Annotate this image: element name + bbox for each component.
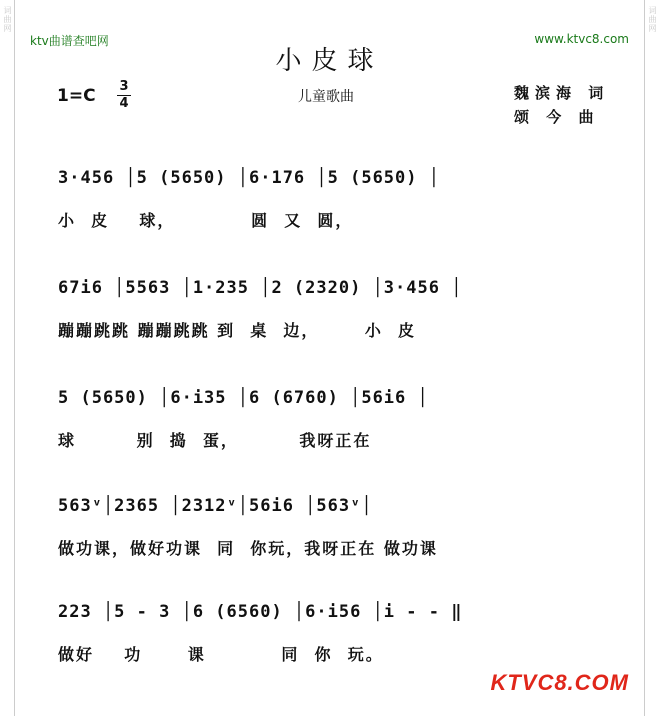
score-line-1 bbox=[58, 150, 629, 260]
song-genre: 儿童歌曲 bbox=[298, 89, 354, 105]
watermark-text: 词曲网 bbox=[3, 6, 12, 33]
time-bottom: 4 bbox=[119, 96, 129, 111]
lyrics-row: 做好 功 课 同 你 玩。 bbox=[58, 645, 384, 664]
lyrics-row: 做功课，做好功课 同 你玩，我呀正在 做功课 bbox=[58, 539, 438, 558]
site-logo: KTVC8.COM bbox=[490, 670, 629, 695]
lyrics-row: 球 别 捣 蛋， 我呀正在 bbox=[58, 431, 372, 450]
notation-row: 67i6 │5563 │1·235 │2 (2320) │3·456 │ bbox=[58, 278, 463, 298]
lyricist-credit: 魏滨海 词 bbox=[514, 84, 610, 102]
composer-credit: 颂 今 曲 bbox=[514, 108, 600, 126]
site-name: ktv曲谱查吧网 bbox=[30, 34, 109, 48]
score-line-2 bbox=[58, 260, 629, 370]
watermark-text: 词曲网 bbox=[648, 6, 657, 33]
site-url: www.ktvc8.com bbox=[534, 32, 629, 46]
left-watermark-border bbox=[0, 0, 15, 716]
time-signature bbox=[117, 80, 131, 111]
score-line-3 bbox=[58, 370, 629, 480]
song-title: 小皮球 bbox=[275, 46, 384, 76]
lyrics-row: 小 皮 球， 圆 又 圆， bbox=[58, 211, 354, 230]
notation-row: 3·456 │5 (5650) │6·176 │5 (5650) │ bbox=[58, 168, 440, 188]
right-watermark-border bbox=[644, 0, 659, 716]
score-line-4 bbox=[58, 478, 629, 588]
notation-row: 563ᵛ│2365 │2312ᵛ│56i6 │563ᵛ│ bbox=[58, 496, 373, 516]
time-top: 3 bbox=[119, 79, 129, 94]
notation-row: 223 │5 - 3 │6 (6560) │6·i56 │i - - ‖ bbox=[58, 602, 463, 622]
key-signature: 1=C bbox=[57, 86, 96, 106]
notation-row: 5 (5650) │6·i35 │6 (6760) │56i6 │ bbox=[58, 388, 429, 408]
lyrics-row: 蹦蹦跳跳 蹦蹦跳跳 到 桌 边， 小 皮 bbox=[58, 321, 416, 340]
